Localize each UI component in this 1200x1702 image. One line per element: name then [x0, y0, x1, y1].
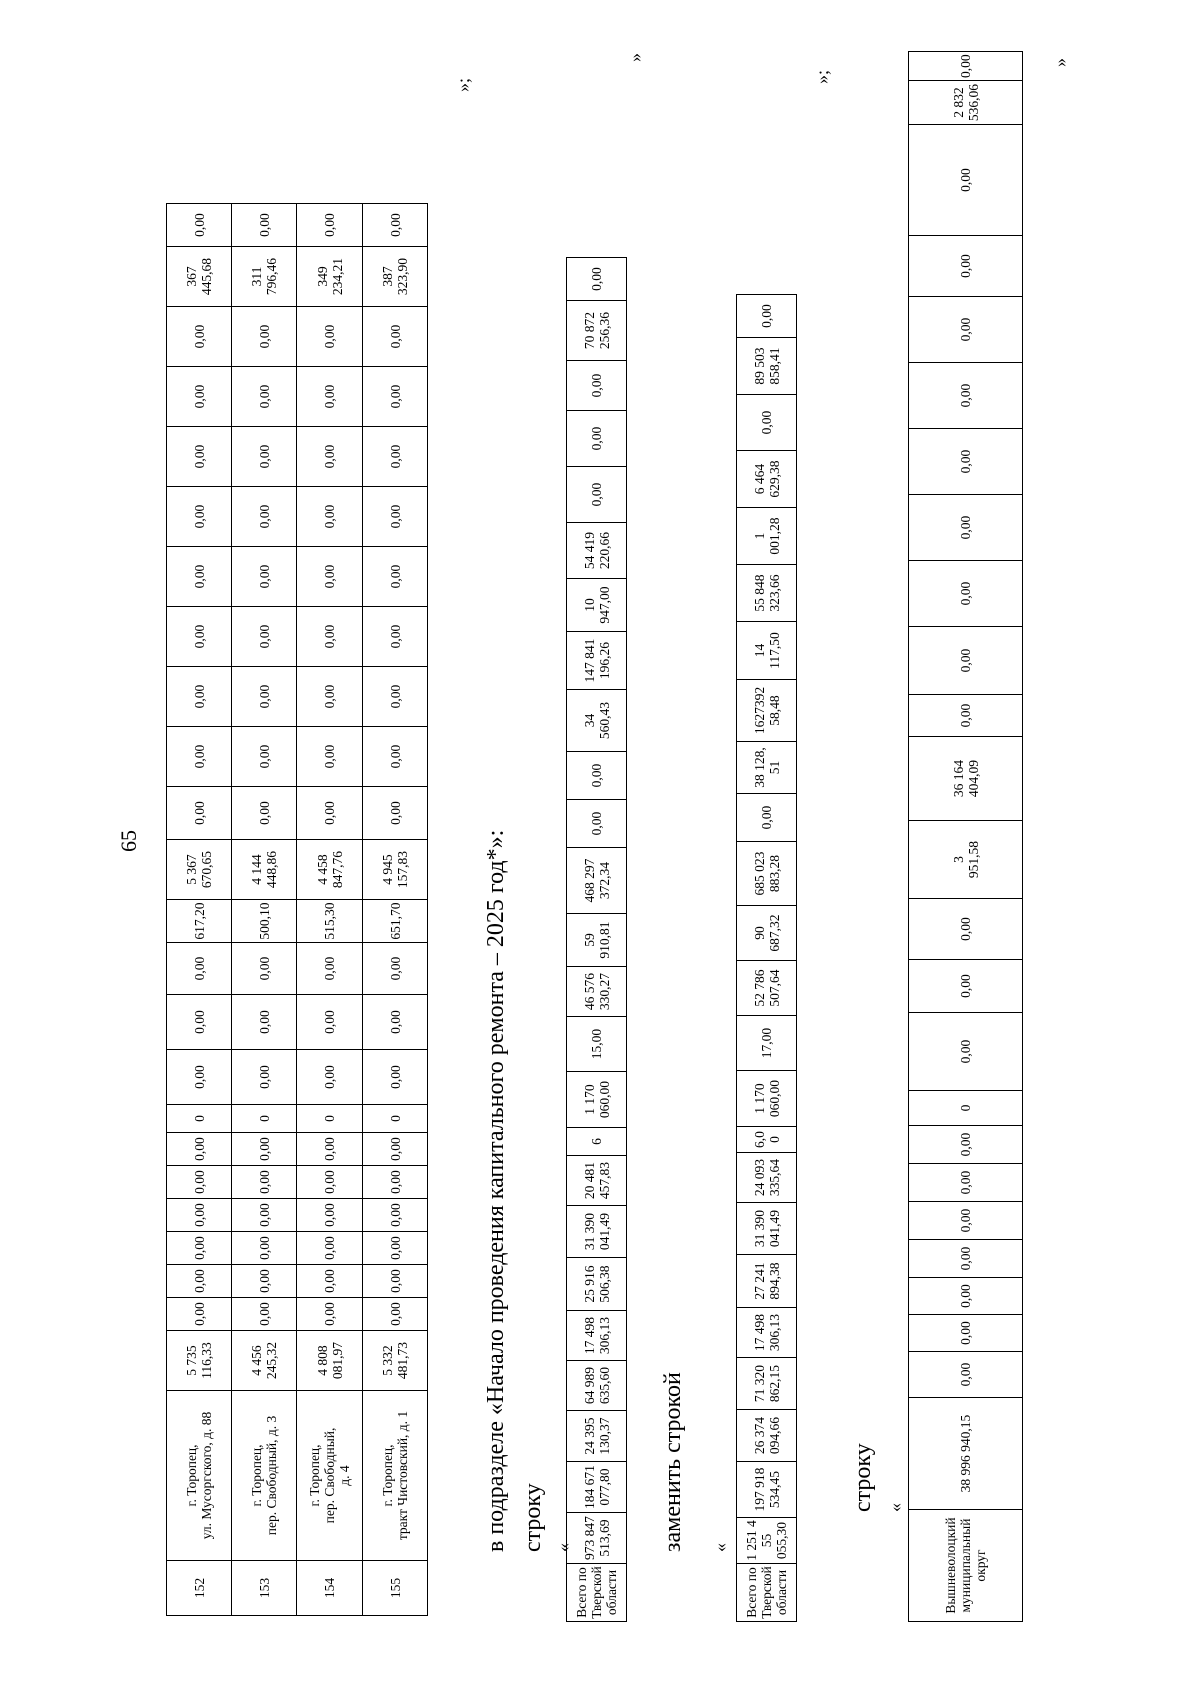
table-cell: 0,00 — [363, 787, 428, 840]
table-cell: 15,00 — [567, 1017, 627, 1072]
table-cell: 0,00 — [909, 1126, 1023, 1164]
table-cell: 0,00 — [232, 1298, 297, 1331]
table-cell: 0,00 — [909, 297, 1023, 363]
instruction-word: строку — [520, 1483, 546, 1552]
table-cell: 0,00 — [363, 1166, 428, 1199]
table-cell: 0,00 — [232, 427, 297, 487]
table-cell: 0,00 — [297, 1298, 363, 1331]
table-cell: 0,00 — [167, 787, 232, 840]
table-cell: 0,00 — [363, 943, 428, 995]
table-cell: 0,00 — [167, 995, 232, 1050]
table-cell: 311 796,46 — [232, 247, 297, 307]
table-cell: 0,00 — [297, 204, 363, 247]
table-cell: 155 — [363, 1561, 428, 1616]
table-cell: 0,00 — [297, 607, 363, 667]
table-cell: 0,00 — [232, 1232, 297, 1265]
table-cell: 24 093 335,64 — [737, 1153, 797, 1203]
table-cell: 0,00 — [909, 899, 1023, 960]
table-cell: 0,00 — [909, 1352, 1023, 1398]
table-cell: 17 498 306,13 — [737, 1308, 797, 1358]
table-cell: 2 832 536,06 — [909, 81, 1023, 125]
table-cell: 4 808 081,97 — [297, 1331, 363, 1391]
table-cell: 0,00 — [363, 1133, 428, 1166]
table-cell: 5 332 481,73 — [363, 1331, 428, 1391]
table-cell: 0,00 — [363, 607, 428, 667]
table-cell: 0,00 — [363, 667, 428, 727]
table-cell: 1 170 060,00 — [737, 1071, 797, 1127]
table-cell: Вышневолоцкий муниципальный округ — [909, 1510, 1023, 1622]
table-cell: 0,00 — [232, 607, 297, 667]
table-cell: 27 241 894,38 — [737, 1255, 797, 1308]
table-cell: 4 458 847,76 — [297, 840, 363, 900]
table-cell: 387 323,90 — [363, 247, 428, 307]
table-cell: 0,00 — [232, 1166, 297, 1199]
table-cell: 0,00 — [909, 52, 1023, 81]
table-cell: 367 445,68 — [167, 247, 232, 307]
table-cell: 0,00 — [909, 1164, 1023, 1202]
table-cell: 0,00 — [232, 204, 297, 247]
table-cell: 36 164 404,09 — [909, 737, 1023, 821]
table-cell: 0,00 — [167, 943, 232, 995]
table-cell: 0,00 — [909, 1202, 1023, 1240]
table-cell: 0,00 — [167, 487, 232, 547]
table-cell: 0,00 — [167, 1232, 232, 1265]
table-cell: 0,00 — [232, 1050, 297, 1105]
table-cell: 0,00 — [232, 307, 297, 367]
table-cell: г. Торопец, пер. Свободный, д. 4 — [297, 1391, 363, 1561]
table-cell: 0,00 — [232, 547, 297, 607]
table-cell: 89 503 858,41 — [737, 338, 797, 395]
table-cell: 0,00 — [167, 204, 232, 247]
table-cell: 34 560,43 — [567, 690, 627, 752]
table-row — [909, 52, 1023, 1622]
opening-quote: « — [885, 1503, 905, 1512]
table-cell: 26 374 094,66 — [737, 1410, 797, 1462]
table-cell: 64 989 635,60 — [567, 1361, 627, 1411]
table-cell: 0,00 — [567, 258, 627, 301]
table-cell: 0,00 — [297, 727, 363, 787]
table-cell: 0,00 — [232, 487, 297, 547]
table-cell: 4 144 448,86 — [232, 840, 297, 900]
section-heading: в подразделе «Начало проведения капитального ремонта – 2025 год*»: — [483, 829, 509, 1552]
table-cell: г. Торопец, пер. Свободный, д. 3 — [232, 1391, 297, 1561]
table-cell: 0 — [232, 1105, 297, 1133]
table-cell: 0,00 — [297, 787, 363, 840]
table-cell: 617,20 — [167, 900, 232, 943]
table-row — [737, 295, 797, 1622]
table-cell: 10 947,00 — [567, 579, 627, 632]
page-number: 65 — [116, 830, 141, 852]
table-cell: 0,00 — [567, 800, 627, 848]
table-cell: 0,00 — [232, 727, 297, 787]
table-cell: 0,00 — [297, 307, 363, 367]
table-cell: 0,00 — [297, 367, 363, 427]
table-cell: 55 848 323,66 — [737, 565, 797, 622]
table-cell: 0,00 — [167, 1199, 232, 1232]
instruction-phrase: заменить строкой — [660, 1372, 686, 1552]
table-cell: 0,00 — [167, 427, 232, 487]
table-cell: 0,00 — [297, 995, 363, 1050]
table-cell: 0,00 — [909, 1240, 1023, 1278]
table-cell: 0,00 — [363, 367, 428, 427]
table-row — [297, 204, 363, 1616]
table-cell: 0,00 — [363, 487, 428, 547]
table-cell: 0,00 — [232, 995, 297, 1050]
table-cell: 0 — [363, 1105, 428, 1133]
table-cell: 0,00 — [297, 1232, 363, 1265]
table-cell: 0,00 — [297, 1166, 363, 1199]
table-cell: 349 234,21 — [297, 247, 363, 307]
table-cell: 17 498 306,13 — [567, 1311, 627, 1361]
table-cell: 0,00 — [909, 695, 1023, 737]
table-cell: 0,00 — [297, 487, 363, 547]
table-cell: 0,00 — [297, 667, 363, 727]
closing-quote: » — [1050, 58, 1070, 67]
table-cell: 17,00 — [737, 1016, 797, 1071]
table-cell: 0,00 — [232, 1133, 297, 1166]
table-cell: 500,10 — [232, 900, 297, 943]
table-cell: 0,00 — [167, 1265, 232, 1298]
closing-quote: »; — [453, 77, 473, 92]
table-row — [232, 204, 297, 1616]
table-cell: 0,00 — [167, 1298, 232, 1331]
table-cell: Всего по Тверской области — [567, 1564, 627, 1622]
total-new-table — [736, 294, 797, 1622]
table-cell: 468 297 372,34 — [567, 848, 627, 914]
table-cell: 5 735 116,33 — [167, 1331, 232, 1391]
table-cell: 31 390 041,49 — [567, 1206, 627, 1258]
opening-quote: « — [553, 1543, 573, 1552]
table-cell: 25 916 506,38 — [567, 1258, 627, 1311]
table-cell: 0,00 — [909, 1013, 1023, 1091]
table-cell: 0,00 — [167, 1166, 232, 1199]
table-cell: 5 367 670,65 — [167, 840, 232, 900]
table-row — [567, 258, 627, 1622]
table-cell: 1627392 58,48 — [737, 680, 797, 742]
table-cell: 0,00 — [297, 427, 363, 487]
table-cell: 1 251 4 55 055,30 — [737, 1518, 797, 1564]
table-cell: 973 847 513,69 — [567, 1513, 627, 1564]
table-cell: 0,00 — [363, 727, 428, 787]
table-cell: 0,00 — [167, 1133, 232, 1166]
table-cell: 0,00 — [363, 547, 428, 607]
table-cell: 4 945 157,83 — [363, 840, 428, 900]
table-cell: 184 671 077,80 — [567, 1462, 627, 1513]
table-cell: 0,00 — [232, 1265, 297, 1298]
table-cell: 0,00 — [232, 943, 297, 995]
table-cell: 0,00 — [363, 1050, 428, 1105]
table-cell: 38 996 940,15 — [909, 1398, 1023, 1510]
table-cell: 0,00 — [363, 1265, 428, 1298]
table-cell: Всего по Тверской области — [737, 1564, 797, 1622]
table-cell: 0 — [297, 1105, 363, 1133]
table-cell: 154 — [297, 1561, 363, 1616]
table-cell: 0,00 — [909, 561, 1023, 627]
instruction-word: строку — [850, 1443, 876, 1512]
table-cell: 153 — [232, 1561, 297, 1616]
table-row — [363, 204, 428, 1616]
table-cell: 6 — [567, 1128, 627, 1156]
table-cell: 52 786 507,64 — [737, 961, 797, 1016]
table-cell: 71 320 862,15 — [737, 1358, 797, 1410]
table-cell: 0,00 — [737, 295, 797, 338]
table-cell: 1 170 060,00 — [567, 1072, 627, 1128]
table-cell: 0,00 — [232, 1199, 297, 1232]
table-cell: 0,00 — [167, 727, 232, 787]
table-cell: 0,00 — [297, 1050, 363, 1105]
table-cell: 0,00 — [232, 367, 297, 427]
table-cell: 0,00 — [297, 943, 363, 995]
table-cell: 0,00 — [909, 627, 1023, 695]
table-cell: 0,00 — [363, 995, 428, 1050]
table-cell: 0,00 — [909, 429, 1023, 495]
table-cell: 0,00 — [167, 607, 232, 667]
table-cell: 0,00 — [363, 1298, 428, 1331]
table-cell: 0,00 — [232, 667, 297, 727]
table-cell: 38 128, 51 — [737, 742, 797, 794]
table-cell: 0,00 — [167, 547, 232, 607]
table-cell: 0,00 — [167, 1050, 232, 1105]
table-cell: 46 576 330,27 — [567, 967, 627, 1017]
table-cell: 0,00 — [567, 467, 627, 523]
table-cell: 0,00 — [909, 363, 1023, 429]
table-cell: 14 117,50 — [737, 622, 797, 680]
table-cell: 0,00 — [909, 125, 1023, 236]
table-cell: 0,00 — [567, 411, 627, 467]
table-cell: 0,00 — [363, 307, 428, 367]
table-cell: 0,00 — [363, 1199, 428, 1232]
table-cell: 0,00 — [167, 367, 232, 427]
table-cell: 0,00 — [297, 547, 363, 607]
table-cell: 0,00 — [363, 204, 428, 247]
table-cell: 685 023 883,28 — [737, 842, 797, 906]
table-row — [167, 204, 232, 1616]
table-cell: 6 464 629,38 — [737, 451, 797, 508]
table-cell: г. Торопец, ул. Мусоргского, д. 88 — [167, 1391, 232, 1561]
table-cell: 147 841 196,26 — [567, 632, 627, 690]
table-cell: 0,00 — [909, 960, 1023, 1013]
table-cell: 0,00 — [737, 395, 797, 451]
table-cell: 152 — [167, 1561, 232, 1616]
table-cell: 90 687,32 — [737, 906, 797, 961]
table-cell: 0,00 — [297, 1199, 363, 1232]
table-cell: 0,00 — [909, 1278, 1023, 1315]
table-cell: 0,00 — [297, 1133, 363, 1166]
table-cell: 59 910,81 — [567, 914, 627, 967]
table-cell: 197 918 534,45 — [737, 1462, 797, 1518]
opening-quote: « — [710, 1543, 730, 1552]
table-cell: 6,0 0 — [737, 1127, 797, 1153]
table-cell: 54 419 220,66 — [567, 523, 627, 579]
vyshny-table — [908, 51, 1023, 1622]
table-cell: 0,00 — [363, 427, 428, 487]
table-cell: 0 — [909, 1091, 1023, 1126]
table-cell: 515,30 — [297, 900, 363, 943]
table-cell: 70 872 256,36 — [567, 301, 627, 361]
table-cell: 0,00 — [567, 361, 627, 411]
table-cell: 0,00 — [167, 307, 232, 367]
closing-quote: »; — [812, 69, 832, 84]
table-cell: 31 390 041,49 — [737, 1203, 797, 1255]
table-cell: 0,00 — [567, 752, 627, 800]
table-cell: г. Торопец, тракт Чистовский, д. 1 — [363, 1391, 428, 1561]
table-cell: 0 — [167, 1105, 232, 1133]
table-cell: 0,00 — [297, 1265, 363, 1298]
table-cell: 20 481 457,83 — [567, 1156, 627, 1206]
table-cell: 0,00 — [232, 787, 297, 840]
table-cell: 0,00 — [737, 794, 797, 842]
table-cell: 0,00 — [909, 495, 1023, 561]
table-cell: 0,00 — [909, 236, 1023, 297]
table-cell: 0,00 — [167, 667, 232, 727]
table-cell: 651,70 — [363, 900, 428, 943]
table-cell: 0,00 — [363, 1232, 428, 1265]
table-cell: 3 951,58 — [909, 821, 1023, 899]
table-cell: 4 456 245,32 — [232, 1331, 297, 1391]
total-old-table — [566, 257, 627, 1622]
table-cell: 1 001,28 — [737, 508, 797, 565]
table-cell: 0,00 — [909, 1315, 1023, 1352]
top-table — [166, 203, 428, 1616]
closing-quote: » — [625, 53, 645, 62]
table-cell: 24 395 130,37 — [567, 1411, 627, 1462]
